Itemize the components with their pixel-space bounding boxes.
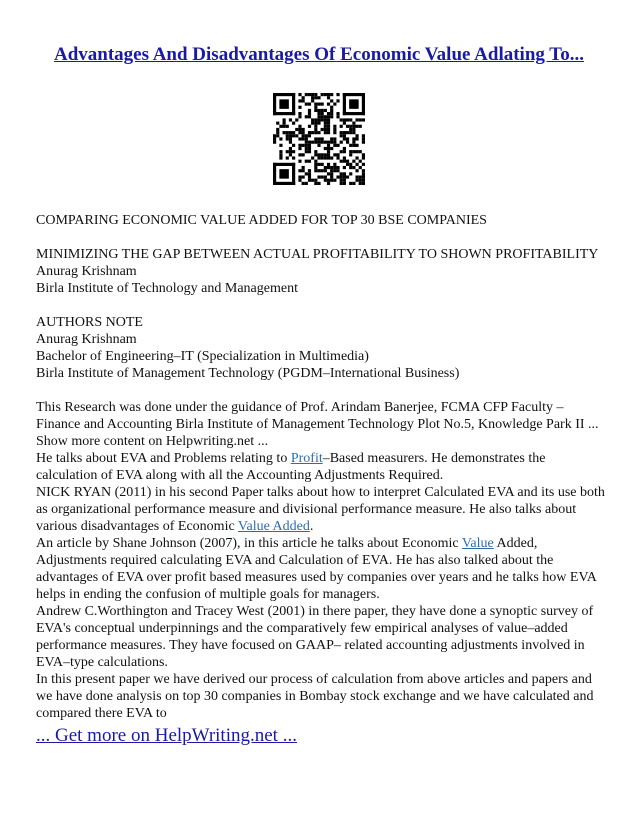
paragraph-andrew: Andrew C.Worthington and Tracey West (2001) in there paper, they have done a synoptic survey of EVA's conceptual underpinnings and the comparatively few empirical analyses of value–added performance measures. They have focused on GAAP– related accounting adjustments involved in EVA–type calculations. xyxy=(36,604,594,670)
authors-note-heading: AUTHORS NOTE xyxy=(36,315,143,330)
author-name: Anurag Krishnam xyxy=(36,264,137,279)
paragraph-talks: He talks about EVA and Problems relating to Profit–Based measurers. He demonstrates the calculation of EVA along with all the Accounting Adjustments Required. xyxy=(36,451,546,483)
degree: Bachelor of Engineering–IT (Specialization in Multimedia) xyxy=(36,349,369,364)
paragraph-nick-ryan: NICK RYAN (2011) in his second Paper talks about how to interpret Calculated EVA and its use both as organizational performance measure and divisional performance measure. He also talks about various disadvantages of Economic Value Added. xyxy=(36,485,605,534)
research-paragraph: This Research was done under the guidance of Prof. Arindam Banerjee, FCMA CFP Faculty – Finance and Accounting Birla Institute of Management Technology Plot No.5, Knowledge Park II ... xyxy=(36,400,599,432)
get-more-link[interactable]: ... Get more on HelpWriting.net ... xyxy=(36,725,297,746)
document-body xyxy=(36,212,608,722)
paragraph-shane-johnson: An article by Shane Johnson (2007), in this article he talks about Economic Value Added, Adjustments required calculating EVA and Calculation of EVA. He has also talked about the advantages of EVA over profit based measures used by companies over years and he talks how EVA helps in ending the confusion of multiple goals for managers. xyxy=(36,536,597,602)
institution-2: Birla Institute of Management Technology (PGDM–International Business) xyxy=(36,366,460,381)
author-name-2: Anurag Krishnam xyxy=(36,332,137,347)
paragraph-present: In this present paper we have derived our process of calculation from above articles and papers and we have done analysis on top 30 companies in Bombay stock exchange and we have calculated and compared there EVA to xyxy=(36,672,594,721)
qr-code-icon xyxy=(273,93,365,185)
profit-link[interactable]: Profit xyxy=(290,451,323,466)
value-added-link[interactable]: Value Added xyxy=(237,519,310,534)
institution: Birla Institute of Technology and Management xyxy=(36,281,298,296)
heading-minimizing: MINIMIZING THE GAP BETWEEN ACTUAL PROFITABILITY TO SHOWN PROFITABILITY xyxy=(36,247,599,262)
value-link[interactable]: Value xyxy=(461,536,494,551)
show-more-text: Show more content on Helpwriting.net ... xyxy=(36,434,269,449)
heading-comparing: COMPARING ECONOMIC VALUE ADDED FOR TOP 30 BSE COMPANIES xyxy=(36,213,487,228)
document-title-link[interactable]: Advantages And Disadvantages Of Economic Value Adlating To... xyxy=(53,44,584,65)
